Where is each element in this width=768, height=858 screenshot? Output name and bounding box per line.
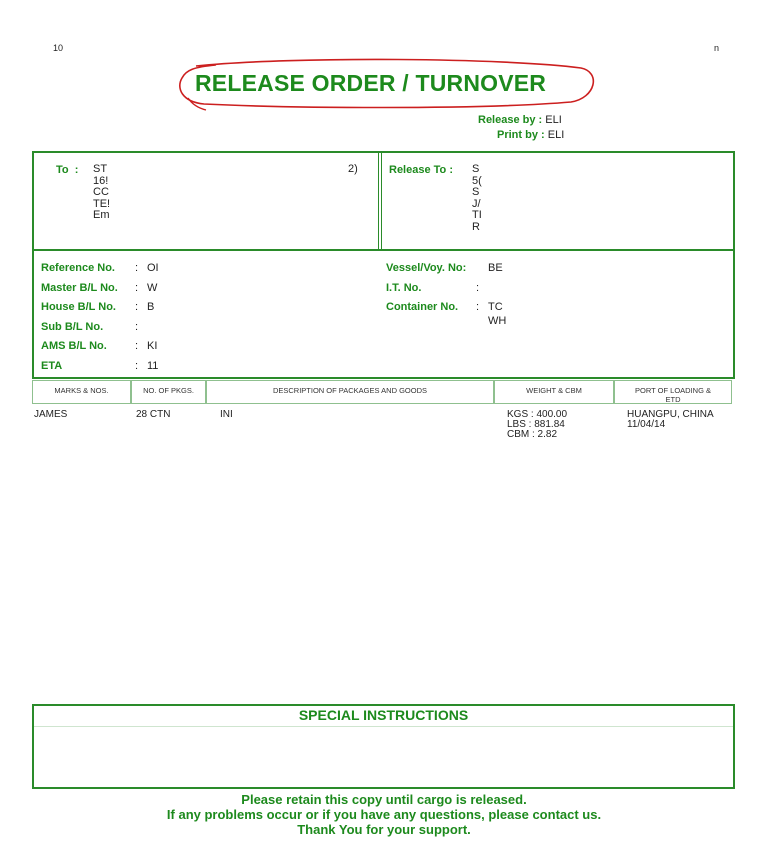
- release-to-line: S: [472, 163, 480, 175]
- etd-date: 11/04/14: [627, 419, 666, 430]
- it-no-label: I.T. No.: [386, 281, 422, 294]
- release-to-label: Release To :: [389, 164, 453, 176]
- special-instructions-heading: SPECIAL INSTRUCTIONS: [34, 706, 733, 727]
- cell-port: [627, 410, 714, 430]
- sub-bl-label: Sub B/L No.: [41, 320, 104, 333]
- eta-label: ETA: [41, 359, 63, 372]
- port-of-loading: HUANGPU, CHINA: [627, 409, 714, 420]
- sub-bl-row: Sub B/L No. :: [41, 321, 371, 341]
- to-label-row: To :: [56, 164, 79, 176]
- cell-description: INI: [220, 409, 233, 420]
- vessel-row: [386, 262, 726, 282]
- container-no-value: TC: [488, 301, 503, 313]
- to-suffix: 2): [348, 163, 358, 175]
- header-pkgs: NO. OF PKGS.: [131, 380, 206, 404]
- page-corner-left: 10: [53, 43, 64, 53]
- to-address: [93, 164, 110, 222]
- reference-fields-right: [386, 262, 726, 327]
- to-label: To: [56, 164, 69, 176]
- footer-line-2: If any problems occur or if you have any questions, please contact us.: [166, 807, 602, 822]
- vessel-voy-label: Vessel/Voy. No:: [386, 262, 467, 274]
- header-marks: MARKS & NOS.: [32, 380, 131, 404]
- release-by-value: ELI: [545, 114, 562, 126]
- box-divider-horizontal: [34, 249, 733, 251]
- reference-no-label: Reference No.: [41, 262, 115, 274]
- header-description: DESCRIPTION OF PACKAGES AND GOODS: [206, 380, 494, 404]
- reference-row: Reference No. : OI: [41, 262, 371, 282]
- master-bl-value: W: [147, 281, 158, 294]
- eta-row: ETA : 11: [41, 360, 371, 380]
- cell-weight: [507, 410, 567, 440]
- release-to-address: [472, 164, 482, 233]
- ams-bl-label: AMS B/L No.: [41, 340, 107, 352]
- reference-fields-left: [41, 262, 371, 379]
- vessel-voy-value: BE: [488, 262, 503, 274]
- release-to-line: J/: [472, 197, 481, 210]
- print-by-row: [497, 129, 597, 141]
- header-weight: WEIGHT & CBM: [494, 380, 614, 404]
- reference-no-value: OI: [147, 262, 159, 274]
- header-port: PORT OF LOADING & ETD: [614, 380, 732, 404]
- weight-kgs: KGS : 400.00: [507, 409, 568, 420]
- cell-marks: JAMES: [34, 409, 68, 420]
- release-to-line: S: [472, 186, 480, 198]
- container-row: Container No. : TC: [386, 301, 503, 313]
- eta-value: 11: [147, 359, 159, 372]
- print-by-label: Print by :: [497, 129, 545, 141]
- house-bl-label: House B/L No.: [41, 301, 116, 313]
- container-no-value-2: WH: [488, 315, 507, 327]
- box-divider-vertical: [378, 153, 379, 249]
- cell-pkgs: 28 CTN: [136, 409, 171, 420]
- weight-cbm: CBM : 2.82: [507, 429, 558, 440]
- to-address-line: ST: [93, 163, 108, 175]
- release-by-row: [478, 114, 578, 126]
- release-to-line: TI: [472, 209, 482, 221]
- ams-bl-row: AMS B/L No. : KI: [41, 340, 371, 360]
- release-to-line: 5(: [472, 174, 482, 187]
- footer-line-3: Thank You for your support.: [297, 822, 471, 837]
- special-instructions-box: [32, 704, 735, 789]
- footer-line-1: Please retain this copy until cargo is released.: [241, 792, 527, 807]
- to-address-line: Em: [93, 209, 110, 221]
- master-bl-label: Master B/L No.: [41, 281, 118, 294]
- master-bl-row: Master B/L No. : W: [41, 282, 371, 302]
- release-by-label: Release by :: [478, 114, 543, 126]
- container-no-label: Container No.: [386, 301, 459, 313]
- to-address-line: 16!: [93, 174, 109, 187]
- house-bl-row: House B/L No. : B: [41, 301, 371, 321]
- ams-bl-value: KI: [147, 340, 158, 352]
- weight-lbs: LBS : 881.84: [507, 419, 565, 430]
- release-to-line: R: [472, 220, 480, 233]
- container-row-2: [386, 315, 726, 327]
- to-address-line: CC: [93, 186, 109, 198]
- to-address-line: TE!: [93, 197, 111, 210]
- page-corner-right: n: [714, 43, 720, 53]
- page-title: RELEASE ORDER / TURNOVER: [195, 70, 547, 96]
- house-bl-value: B: [147, 301, 155, 313]
- print-by-value: ELI: [547, 129, 565, 141]
- cargo-table-header: [32, 380, 732, 404]
- it-no-row: I.T. No. :: [386, 282, 726, 302]
- box-divider-vertical-2: [381, 153, 382, 249]
